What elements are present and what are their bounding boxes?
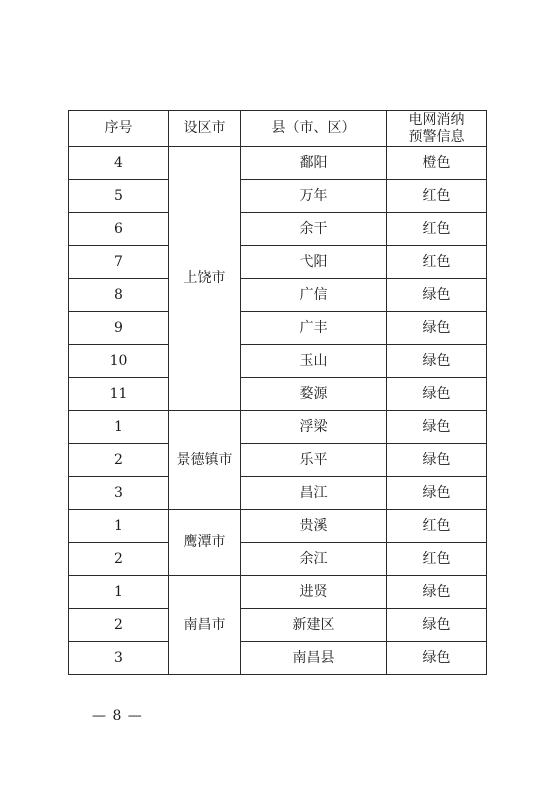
county-cell: 余干 [241, 213, 387, 246]
row-index: 10 [69, 345, 169, 378]
city-cell: 鹰潭市 [169, 510, 241, 576]
header-warning [387, 111, 487, 147]
county-cell: 新建区 [241, 609, 387, 642]
row-index: 11 [69, 378, 169, 411]
status-cell: 红色 [387, 246, 487, 279]
status-cell: 绿色 [387, 444, 487, 477]
table-row [69, 477, 487, 510]
header-index: 序号 [69, 111, 169, 147]
status-cell: 绿色 [387, 477, 487, 510]
county-cell: 进贤 [241, 576, 387, 609]
row-index: 1 [69, 510, 169, 543]
county-cell: 余江 [241, 543, 387, 576]
table-row [69, 609, 487, 642]
row-index: 6 [69, 213, 169, 246]
row-index: 5 [69, 180, 169, 213]
table-row [69, 345, 487, 378]
status-cell: 绿色 [387, 279, 487, 312]
page-number: — 8 — [92, 708, 143, 724]
county-cell: 广信 [241, 279, 387, 312]
status-cell: 绿色 [387, 345, 487, 378]
status-cell: 绿色 [387, 576, 487, 609]
city-cell: 景德镇市 [169, 411, 241, 510]
table-row [69, 576, 487, 609]
status-cell: 绿色 [387, 609, 487, 642]
city-cell: 上饶市 [169, 147, 241, 411]
warning-table [68, 110, 487, 675]
table-row [69, 411, 487, 444]
county-cell: 婺源 [241, 378, 387, 411]
county-cell: 南昌县 [241, 642, 387, 675]
table-row [69, 312, 487, 345]
table-row [69, 543, 487, 576]
row-index: 3 [69, 642, 169, 675]
table-row [69, 510, 487, 543]
table-row [69, 378, 487, 411]
status-cell: 红色 [387, 180, 487, 213]
county-cell: 鄱阳 [241, 147, 387, 180]
header-warning-line1: 电网消纳 [408, 111, 465, 128]
county-cell: 弋阳 [241, 246, 387, 279]
row-index: 4 [69, 147, 169, 180]
table-row [69, 279, 487, 312]
table-row [69, 180, 487, 213]
status-cell: 绿色 [387, 642, 487, 675]
row-index: 7 [69, 246, 169, 279]
header-county: 县（市、区） [241, 111, 387, 147]
status-cell: 橙色 [387, 147, 487, 180]
row-index: 1 [69, 576, 169, 609]
county-cell: 广丰 [241, 312, 387, 345]
row-index: 2 [69, 609, 169, 642]
county-cell: 万年 [241, 180, 387, 213]
header-warning-line2: 预警信息 [408, 128, 465, 145]
row-index: 1 [69, 411, 169, 444]
county-cell: 昌江 [241, 477, 387, 510]
header-city: 设区市 [169, 111, 241, 147]
county-cell: 浮梁 [241, 411, 387, 444]
table-row [69, 147, 487, 180]
city-cell: 南昌市 [169, 576, 241, 675]
row-index: 2 [69, 444, 169, 477]
status-cell: 绿色 [387, 312, 487, 345]
table-row [69, 642, 487, 675]
status-cell: 红色 [387, 213, 487, 246]
status-cell: 绿色 [387, 411, 487, 444]
county-cell: 玉山 [241, 345, 387, 378]
table-row [69, 213, 487, 246]
row-index: 3 [69, 477, 169, 510]
row-index: 2 [69, 543, 169, 576]
county-cell: 乐平 [241, 444, 387, 477]
table-header-row [69, 111, 487, 147]
row-index: 9 [69, 312, 169, 345]
status-cell: 红色 [387, 510, 487, 543]
table-row [69, 444, 487, 477]
status-cell: 红色 [387, 543, 487, 576]
table-row [69, 246, 487, 279]
county-cell: 贵溪 [241, 510, 387, 543]
row-index: 8 [69, 279, 169, 312]
status-cell: 绿色 [387, 378, 487, 411]
